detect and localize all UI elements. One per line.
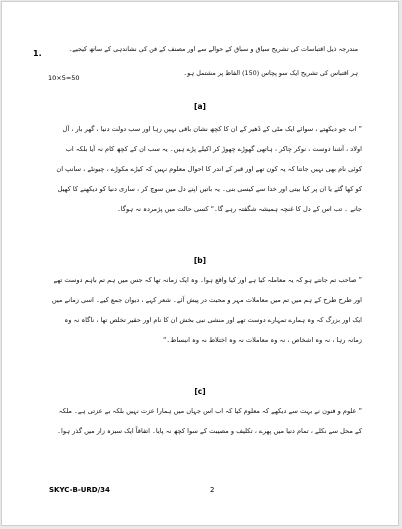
passage-line: ” صاحب تم جانتے ہو کہ یہ معاملہ کیا ہے اور کیا واقع ہوا۔ وہ ایک زمانہ تھا کہ جس میں ہم تم باہم دوست تھے — [53, 276, 362, 284]
section-c-label: [c] — [194, 387, 206, 396]
marks-allocation: 10×5=50 — [48, 74, 80, 82]
instruction-line-2: ہر اقتباس کی تشریح ایک سو پچاس (150) الفاظ پر مشتمل ہو۔ — [183, 69, 358, 77]
passage-line: کے محل سے نکلے ، تمام دنیا میں پھرے ، تکلیف و مصیبت کے سوا کچھ نہ پایا۔ اتفاقاً ایک سبزہ زار میں گذر ہوا۔ — [57, 427, 362, 435]
page-number: 2 — [210, 486, 215, 494]
question-number: 1. — [33, 49, 42, 58]
section-b-passage — [50, 270, 362, 350]
passage-line: کوئی نام بھی نہیں جانتا کہ یہ کون تھے اور قبر کے اندر کا احوال معلوم نہیں کہ کیڑے مکوڑے ، چیونٹے ، سانپ ان — [56, 165, 362, 173]
passage-line: کو کھا گئے یا ان پر کیا بیتی اور خدا سے کیسی بنی۔ یہ باتیں اپنے دل میں سوچ کر ، ساری دنیا کو دیکھنے کا کھیل — [57, 185, 362, 193]
passage-line: جانے ۔ تب اس کے دل کا غنچہ ہمیشہ شگفتہ رہے گا۔“ کسی حالت میں پژمردہ نہ ہوگا۔ — [116, 205, 362, 213]
section-b-label: [b] — [193, 256, 207, 265]
paper-code: SKYC-B-URD/34 — [49, 486, 110, 494]
passage-line: اولاد ، آشنا دوست ، نوکر چاکر ، ہاتھی گھوڑے چھوڑ کر اکیلے پڑے ہیں۔ یہ سب ان کے کچھ کام نہ آیا بلکہ اب — [65, 145, 362, 153]
section-a-label: [a] — [194, 102, 206, 111]
passage-line: ” علوم و فنون نے بہت سے دیکھے کہ معلوم کیا کہ اب اس جہاں میں ہمارا عزت نہیں بلکہ بے عزتی ہے۔ ملکہ — [58, 407, 362, 415]
instruction-line-1: مندرجہ ذیل اقتباسات کی تشریح سیاق و سباق کے حوالے سے اور مصنف کے فن کی نشاندہی کے ساتھ کیجیے۔ — [68, 45, 358, 53]
passage-line: اور طرح طرح کے ہم میں تم میں معاملات مہر و محبت در پیش آئے۔ شعر کہے ، دیوان جمع کیے۔ اسی زمانے میں — [51, 296, 362, 304]
passage-line: ایک اور بزرگ کہ وہ ہمارے تمہارے دوست تھے اور منشی نبی بخش ان کا نام اور حقیر تخلص تھا ، ناگاہ نہ وہ — [64, 316, 362, 324]
passage-line: ” اب جو دیکھتے ، سوائے ایک مٹی کے ڈھیر کے ان کا کچھ نشان باقی نہیں رہا اور سب دولت دنیا ، گھر بار ، آل — [62, 125, 362, 133]
section-c-passage — [50, 401, 362, 441]
section-a-passage — [50, 119, 362, 219]
exam-page — [1, 1, 399, 526]
passage-line: زمانہ رہا ، نہ وہ اشخاص ، نہ وہ معاملات نہ وہ اختلاط نہ وہ انبساط۔“ — [162, 336, 362, 344]
